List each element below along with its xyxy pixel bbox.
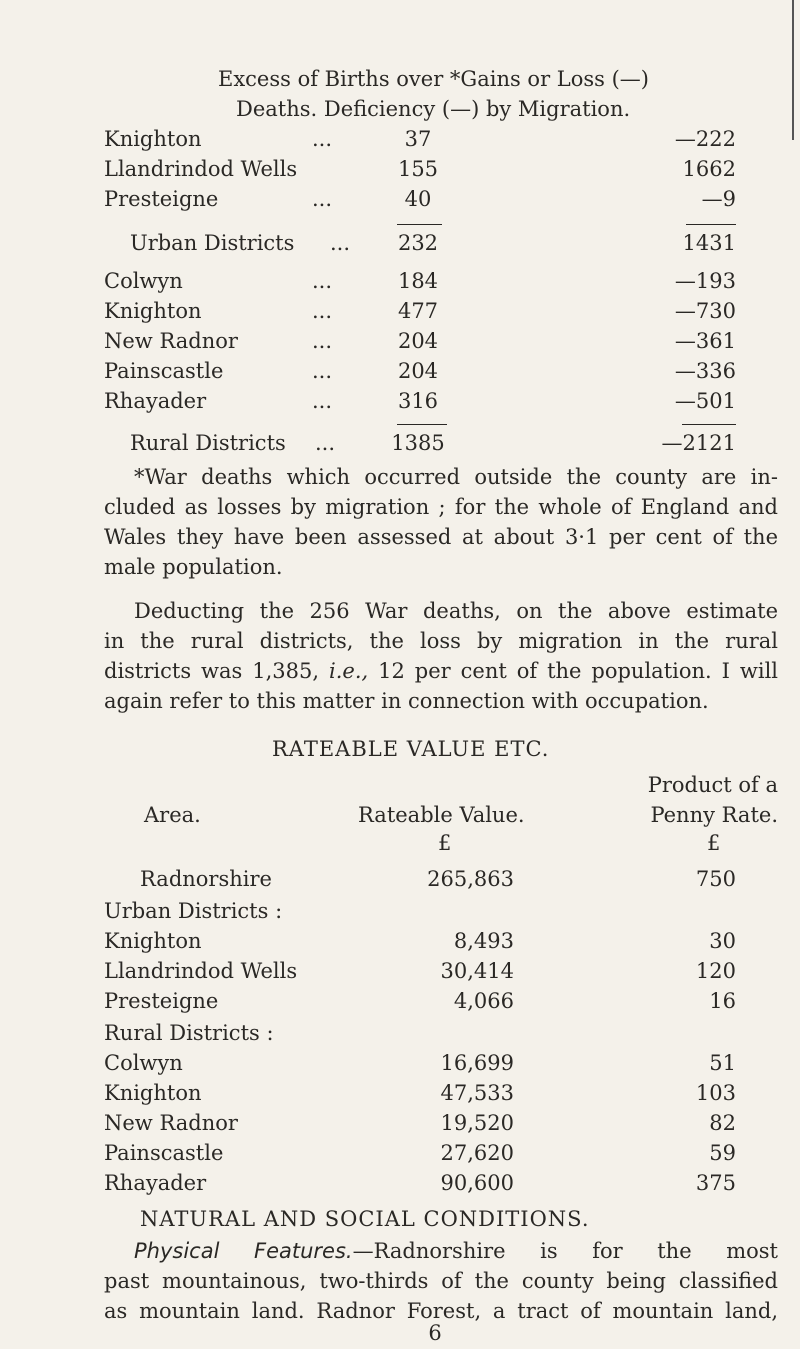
- scan-edge: [792, 0, 794, 140]
- paragraph-line: [104, 656, 778, 686]
- leader-dots: ...: [312, 299, 333, 323]
- rural-total-label: Rural Districts: [130, 431, 286, 455]
- penny-rate: 375: [695, 1171, 736, 1195]
- subtotal-rule: [397, 224, 442, 225]
- migration-row-name: Painscastle: [104, 359, 224, 383]
- rural-total-excess: 1385: [391, 431, 445, 455]
- rateable-title: RATEABLE VALUE ETC.: [272, 737, 550, 761]
- migration-excess: 204: [397, 329, 439, 353]
- migration-row-name: Presteigne: [104, 187, 219, 211]
- paragraph-text: 12 per cent of the population. I will: [368, 659, 778, 683]
- rateable-value: 4,066: [453, 989, 514, 1013]
- migration-excess: 40: [404, 187, 432, 211]
- paragraph-text: —Radnorshire is for the most: [352, 1239, 778, 1263]
- migration-excess: 184: [397, 269, 439, 293]
- rateable-row-name: Llandrindod Wells: [104, 959, 298, 983]
- leader-dots: ...: [315, 431, 336, 455]
- migration-row-name: Knighton: [104, 299, 202, 323]
- migration-row-name: Knighton: [104, 127, 202, 151]
- migration-row-name: Rhayader: [104, 389, 207, 413]
- rateable-value: 265,863: [427, 867, 514, 891]
- penny-rate: 120: [695, 959, 736, 983]
- rateable-county-name: Radnorshire: [140, 867, 272, 891]
- rateable-value: 30,414: [440, 959, 514, 983]
- migration-excess: 316: [397, 389, 439, 413]
- migration-row-name: Colwyn: [104, 269, 183, 293]
- rateable-value: 90,600: [440, 1171, 514, 1195]
- currency-symbol: £: [438, 831, 452, 855]
- migration-gain-loss: —361: [674, 329, 736, 353]
- leader-dots: ...: [312, 359, 333, 383]
- migration-row-name: Llandrindod Wells: [104, 157, 298, 181]
- rateable-row-name: Knighton: [104, 929, 202, 953]
- penny-rate: 30: [709, 929, 736, 953]
- rateable-row-name: Presteigne: [104, 989, 219, 1013]
- paragraph-line: in the rural districts, the loss by migration in the rural: [104, 629, 778, 653]
- rateable-row-name: Knighton: [104, 1081, 202, 1105]
- footnote-line: *War deaths which occurred outside the county are in-: [134, 465, 778, 489]
- rateable-row-name: New Radnor: [104, 1111, 238, 1135]
- rateable-row-name: Rhayader: [104, 1171, 207, 1195]
- rateable-value: 16,699: [440, 1051, 514, 1075]
- physical-features-heading: Physical Features.: [134, 1239, 353, 1263]
- paragraph-line: past mountainous, two-thirds of the county being classified: [104, 1269, 778, 1293]
- leader-dots: ...: [312, 389, 333, 413]
- footnote-line: male population.: [104, 555, 283, 579]
- urban-total-migration: 1431: [682, 231, 736, 255]
- col-penny-header-2: Penny Rate.: [650, 803, 778, 827]
- migration-header-line1: Excess of Births over *Gains or Loss (—): [218, 67, 649, 91]
- rateable-row-name: Colwyn: [104, 1051, 183, 1075]
- migration-gain-loss: —501: [674, 389, 736, 413]
- paragraph-text: districts was 1,385,: [104, 659, 329, 683]
- penny-rate: 82: [709, 1111, 736, 1135]
- currency-symbol: £: [707, 831, 721, 855]
- footnote-line: cluded as losses by migration ; for the whole of England and: [104, 495, 778, 519]
- rateable-value: 27,620: [440, 1141, 514, 1165]
- paragraph-line: again refer to this matter in connection with occupation.: [104, 689, 709, 713]
- urban-total-excess: 232: [397, 231, 439, 255]
- migration-header-line2: Deaths. Deficiency (—) by Migration.: [236, 97, 631, 121]
- rural-total-migration: —2121: [661, 431, 736, 455]
- col-value-header: Rateable Value.: [358, 803, 525, 827]
- migration-excess: 155: [397, 157, 439, 181]
- rateable-value: 8,493: [453, 929, 514, 953]
- paragraph-line: as mountain land. Radnor Forest, a tract of mountain land,: [104, 1299, 778, 1323]
- migration-paragraph: [104, 596, 778, 716]
- rateable-row-name: Painscastle: [104, 1141, 224, 1165]
- leader-dots: ...: [312, 187, 333, 211]
- leader-dots: ...: [312, 329, 333, 353]
- migration-excess: 37: [404, 127, 432, 151]
- penny-rate: 16: [709, 989, 736, 1013]
- migration-gain-loss: —222: [674, 127, 736, 151]
- penny-rate: 59: [709, 1141, 736, 1165]
- migration-excess: 204: [397, 359, 439, 383]
- footnote: [104, 462, 778, 582]
- penny-rate: 51: [709, 1051, 736, 1075]
- paragraph-line: [104, 1236, 778, 1266]
- urban-total-label: Urban Districts: [130, 231, 295, 255]
- rateable-value: 19,520: [440, 1111, 514, 1135]
- urban-districts-label: Urban Districts :: [104, 899, 283, 923]
- natural-paragraph: [104, 1236, 778, 1326]
- migration-gain-loss: 1662: [682, 157, 736, 181]
- col-penny-header-1: Product of a: [647, 773, 778, 797]
- natural-title: NATURAL AND SOCIAL CONDITIONS.: [140, 1207, 590, 1231]
- footnote-line: Wales they have been assessed at about 3·1 per cent of the: [104, 525, 778, 549]
- col-area-header: Area.: [144, 803, 201, 827]
- leader-dots: ...: [330, 231, 351, 255]
- subtotal-rule: [682, 424, 736, 425]
- penny-rate: 103: [695, 1081, 736, 1105]
- migration-gain-loss: —336: [674, 359, 736, 383]
- paragraph-line: Deducting the 256 War deaths, on the above estimate: [134, 599, 778, 623]
- migration-excess: 477: [397, 299, 439, 323]
- rural-districts-label: Rural Districts :: [104, 1021, 274, 1045]
- leader-dots: ...: [312, 127, 333, 151]
- page-number: 6: [428, 1321, 442, 1345]
- migration-gain-loss: —193: [674, 269, 736, 293]
- migration-gain-loss: —9: [701, 187, 736, 211]
- subtotal-rule: [397, 424, 447, 425]
- penny-rate: 750: [695, 867, 736, 891]
- migration-gain-loss: —730: [674, 299, 736, 323]
- migration-row-name: New Radnor: [104, 329, 238, 353]
- subtotal-rule: [686, 224, 736, 225]
- rateable-value: 47,533: [440, 1081, 514, 1105]
- leader-dots: ...: [312, 269, 333, 293]
- paragraph-italic-text: i.e.,: [329, 659, 369, 683]
